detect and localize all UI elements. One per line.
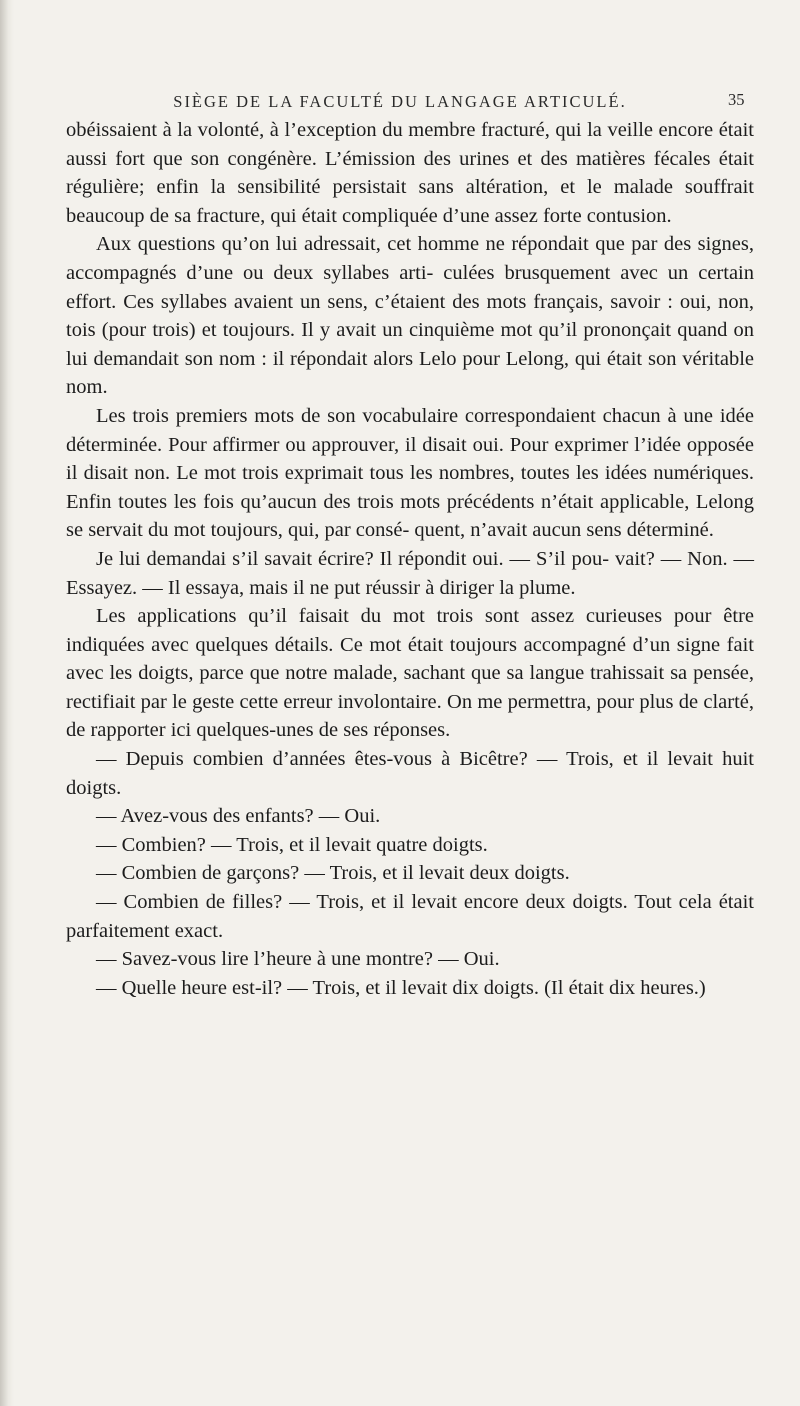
dialogue-line-5: — Combien de filles? — Trois, et il levait encore deux doigts. Tout cela était parfaitement exact.	[66, 891, 754, 942]
dialogue-line-3: — Combien? — Trois, et il levait quatre doigts.	[96, 833, 488, 856]
dialogue-line-1: — Depuis combien d’années êtes-vous à Bicêtre? — Trois, et il levait huit doigts.	[66, 748, 754, 799]
dialogue-line-2: — Avez-vous des enfants? — Oui.	[96, 805, 381, 828]
paragraph-1: obéissaient à la volonté, à l’exception du membre fracturé, qui la veille encore était aussi fort que son congénère. L’émission des urines et des matières fécales était régulière; enfin la sensibilité persistait sans altération, et le malade souffrait beaucoup de sa fracture, qui était compliquée d’une assez forte contusion.	[66, 119, 754, 227]
dialogue-line-4: — Combien de garçons? — Trois, et il levait deux doigts.	[96, 862, 570, 885]
dialogue-line-6: — Savez-vous lire l’heure à une montre? — Oui.	[96, 948, 500, 971]
dialogue-line-7: — Quelle heure est-il? — Trois, et il levait dix doigts. (Il était dix heures.)	[96, 976, 706, 999]
paragraph-2: Aux questions qu’on lui adressait, cet homme ne répondait que par des signes, accompagnés d’une ou deux syllabes arti- culées brusquement avec un certain effort. Ces syllabes avaient un sens, c’étaient des mots français, savoir : oui, non, tois (pour trois) et toujours. Il y avait un cinquième mot qu’il prononçait quand on lui demandait son nom : il répondait alors Lelo pour Lelong, qui était son véritable nom.	[66, 233, 754, 399]
binding-shadow	[0, 0, 14, 1406]
paragraph-4: Je lui demandai s’il savait écrire? Il répondit oui. — S’il pou- vait? — Non. — Essayez. — Il essaya, mais il ne put réussir à diriger la plume.	[66, 547, 754, 599]
running-title: SIÈGE DE LA FACULTÉ DU LANGAGE ARTICULÉ.	[173, 92, 627, 111]
page-number: 35	[728, 90, 745, 109]
body-text	[66, 116, 754, 1002]
paragraph-3: Les trois premiers mots de son vocabulaire correspondaient chacun à une idée déterminée. Pour affirmer ou approuver, il disait oui. Pour exprimer l’idée opposée il disait non. Le mot trois exprimait tous les nombres, toutes les idées numériques. Enfin toutes les fois qu’aucun des trois mots précédents n’était applicable, Lelong se servait du mot toujours, qui, par consé- quent, n’avait aucun sens déterminé.	[66, 404, 754, 542]
paragraph-5: Les applications qu’il faisait du mot trois sont assez curieuses pour être indiquées avec quelques détails. Ce mot était toujours accompagné d’un signe fait avec les doigts, parce que notre malade, sachant que sa langue trahissait sa pensée, rectifiait par le geste cette erreur involontaire. On me permettra, pour plus de clarté, de rapporter ici quelques-unes de ses réponses.	[66, 605, 754, 742]
